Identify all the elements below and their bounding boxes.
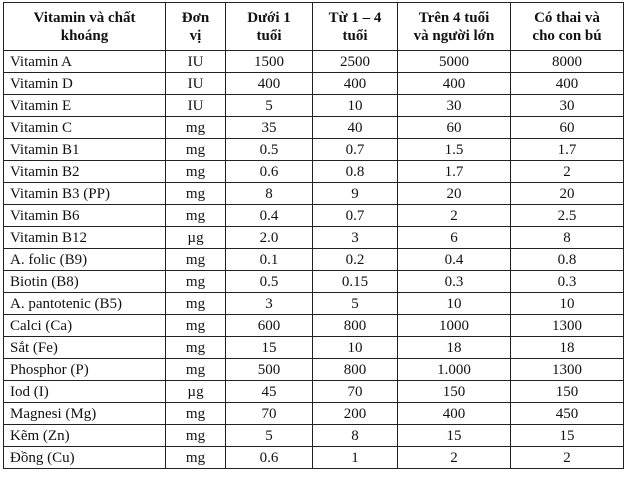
cell-col-unit: IU [166,73,226,95]
cell-col-over-4-adult: 30 [398,95,511,117]
header-col-under-1 [226,3,313,51]
cell-col-pregnant-lactating: 8 [511,227,624,249]
cell-col-nutrient: Vitamin B12 [4,227,166,249]
cell-col-nutrient: Phosphor (P) [4,359,166,381]
table-row [4,271,624,293]
cell-col-over-4-adult: 400 [398,403,511,425]
cell-col-over-4-adult: 1.7 [398,161,511,183]
cell-col-under-1: 5 [226,425,313,447]
cell-col-nutrient: Vitamin D [4,73,166,95]
header-line: Có thai và [534,9,600,26]
cell-col-nutrient: Calci (Ca) [4,315,166,337]
cell-col-over-4-adult: 2 [398,205,511,227]
cell-col-unit: mg [166,249,226,271]
cell-col-over-4-adult: 5000 [398,51,511,73]
cell-col-over-4-adult: 6 [398,227,511,249]
cell-col-over-4-adult: 1.5 [398,139,511,161]
cell-col-pregnant-lactating: 1300 [511,359,624,381]
header-col-over-4-adult [398,3,511,51]
header-line: vị [189,27,202,44]
cell-col-nutrient: Biotin (B8) [4,271,166,293]
cell-col-1-to-4: 10 [313,95,398,117]
cell-col-nutrient: Vitamin B1 [4,139,166,161]
cell-col-under-1: 400 [226,73,313,95]
cell-col-unit: mg [166,117,226,139]
table-body [4,51,624,469]
cell-col-unit: µg [166,381,226,403]
header-line: Từ 1 – 4 [328,9,382,26]
cell-col-nutrient: Vitamin C [4,117,166,139]
cell-col-unit: mg [166,359,226,381]
cell-col-pregnant-lactating: 60 [511,117,624,139]
cell-col-under-1: 45 [226,381,313,403]
cell-col-under-1: 2.0 [226,227,313,249]
cell-col-unit: mg [166,293,226,315]
cell-col-pregnant-lactating: 2 [511,161,624,183]
cell-col-pregnant-lactating: 150 [511,381,624,403]
cell-col-unit: mg [166,315,226,337]
cell-col-1-to-4: 2500 [313,51,398,73]
cell-col-under-1: 8 [226,183,313,205]
cell-col-1-to-4: 0.7 [313,205,398,227]
header-line: Trên 4 tuổi [418,9,490,26]
table-row [4,337,624,359]
cell-col-1-to-4: 200 [313,403,398,425]
cell-col-unit: mg [166,447,226,469]
table-row [4,315,624,337]
cell-col-under-1: 600 [226,315,313,337]
cell-col-unit: IU [166,95,226,117]
cell-col-nutrient: Sắt (Fe) [4,337,166,359]
cell-col-1-to-4: 1 [313,447,398,469]
cell-col-unit: mg [166,139,226,161]
cell-col-over-4-adult: 0.4 [398,249,511,271]
cell-col-over-4-adult: 0.3 [398,271,511,293]
table-row [4,227,624,249]
header-line: Dưới 1 [247,9,291,26]
cell-col-unit: mg [166,271,226,293]
cell-col-1-to-4: 800 [313,315,398,337]
cell-col-nutrient: A. pantotenic (B5) [4,293,166,315]
cell-col-over-4-adult: 60 [398,117,511,139]
table-row [4,293,624,315]
cell-col-nutrient: Vitamin E [4,95,166,117]
table-row [4,403,624,425]
cell-col-pregnant-lactating: 20 [511,183,624,205]
table-row [4,139,624,161]
cell-col-nutrient: Vitamin B3 (PP) [4,183,166,205]
cell-col-pregnant-lactating: 2.5 [511,205,624,227]
cell-col-over-4-adult: 150 [398,381,511,403]
cell-col-nutrient: Vitamin A [4,51,166,73]
cell-col-under-1: 0.5 [226,139,313,161]
table-row [4,183,624,205]
cell-col-over-4-adult: 2 [398,447,511,469]
header-col-unit [166,3,226,51]
cell-col-under-1: 0.4 [226,205,313,227]
cell-col-under-1: 70 [226,403,313,425]
cell-col-under-1: 0.1 [226,249,313,271]
header-row [4,3,624,51]
cell-col-nutrient: Kẽm (Zn) [4,425,166,447]
table-row [4,359,624,381]
cell-col-unit: mg [166,161,226,183]
table-row [4,447,624,469]
cell-col-unit: mg [166,337,226,359]
cell-col-over-4-adult: 1000 [398,315,511,337]
header-col-1-to-4 [313,3,398,51]
cell-col-under-1: 0.5 [226,271,313,293]
cell-col-1-to-4: 9 [313,183,398,205]
cell-col-1-to-4: 10 [313,337,398,359]
table-row [4,117,624,139]
cell-col-pregnant-lactating: 30 [511,95,624,117]
cell-col-over-4-adult: 400 [398,73,511,95]
header-line: tuổi [256,27,282,44]
cell-col-nutrient: Iod (I) [4,381,166,403]
table-header [4,3,624,51]
cell-col-1-to-4: 5 [313,293,398,315]
cell-col-pregnant-lactating: 0.8 [511,249,624,271]
cell-col-unit: mg [166,425,226,447]
header-col-nutrient [4,3,166,51]
cell-col-under-1: 1500 [226,51,313,73]
table-row [4,73,624,95]
header-line: tuổi [342,27,368,44]
header-line: khoáng [60,27,109,44]
table-row [4,381,624,403]
cell-col-pregnant-lactating: 2 [511,447,624,469]
cell-col-unit: mg [166,403,226,425]
cell-col-pregnant-lactating: 1300 [511,315,624,337]
cell-col-under-1: 3 [226,293,313,315]
cell-col-nutrient: Đồng (Cu) [4,447,166,469]
table-row [4,161,624,183]
table-row [4,51,624,73]
cell-col-pregnant-lactating: 18 [511,337,624,359]
cell-col-over-4-adult: 20 [398,183,511,205]
table-row [4,95,624,117]
table-row [4,205,624,227]
cell-col-over-4-adult: 18 [398,337,511,359]
cell-col-over-4-adult: 1.000 [398,359,511,381]
cell-col-over-4-adult: 15 [398,425,511,447]
cell-col-nutrient: Vitamin B6 [4,205,166,227]
cell-col-pregnant-lactating: 450 [511,403,624,425]
cell-col-nutrient: A. folic (B9) [4,249,166,271]
cell-col-pregnant-lactating: 15 [511,425,624,447]
cell-col-1-to-4: 400 [313,73,398,95]
table-row [4,425,624,447]
header-col-pregnant-lactating [511,3,624,51]
cell-col-pregnant-lactating: 8000 [511,51,624,73]
cell-col-unit: IU [166,51,226,73]
cell-col-1-to-4: 40 [313,117,398,139]
header-line: Đơn [181,9,210,26]
cell-col-1-to-4: 8 [313,425,398,447]
cell-col-1-to-4: 0.7 [313,139,398,161]
table-row [4,249,624,271]
cell-col-pregnant-lactating: 1.7 [511,139,624,161]
cell-col-1-to-4: 3 [313,227,398,249]
cell-col-1-to-4: 800 [313,359,398,381]
cell-col-1-to-4: 0.2 [313,249,398,271]
cell-col-under-1: 0.6 [226,161,313,183]
cell-col-nutrient: Vitamin B2 [4,161,166,183]
cell-col-pregnant-lactating: 10 [511,293,624,315]
cell-col-unit: mg [166,183,226,205]
cell-col-1-to-4: 0.15 [313,271,398,293]
cell-col-under-1: 0.6 [226,447,313,469]
cell-col-pregnant-lactating: 400 [511,73,624,95]
cell-col-under-1: 35 [226,117,313,139]
nutrient-table [3,2,624,469]
cell-col-1-to-4: 70 [313,381,398,403]
cell-col-under-1: 500 [226,359,313,381]
header-line: Vitamin và chất [33,9,136,26]
header-line: cho con bú [532,27,602,44]
cell-col-nutrient: Magnesi (Mg) [4,403,166,425]
cell-col-under-1: 5 [226,95,313,117]
cell-col-unit: mg [166,205,226,227]
cell-col-under-1: 15 [226,337,313,359]
cell-col-1-to-4: 0.8 [313,161,398,183]
header-line: và người lớn [413,27,495,44]
cell-col-unit: µg [166,227,226,249]
cell-col-over-4-adult: 10 [398,293,511,315]
cell-col-pregnant-lactating: 0.3 [511,271,624,293]
